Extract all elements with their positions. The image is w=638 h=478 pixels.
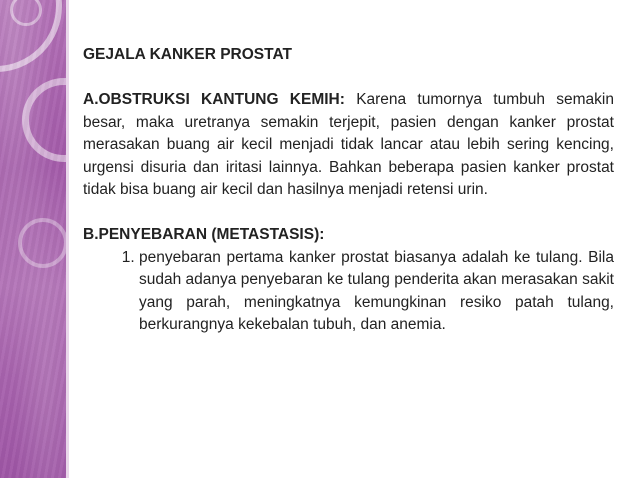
section-b-label: B.PENYEBARAN (METASTASIS): <box>83 226 325 243</box>
decorative-ring <box>10 0 42 26</box>
section-a-text: Karena tumornya tumbuh semakin besar, maka uretranya semakin terjepit, pasien dengan kanker prostat merasakan buang air kecil menjadi tidak lancar atau lebih sering kencing, urgensi disuria dan iritasi lainnya. Bahkan beberapa pasien kanker prostat tidak bisa buang air kecil dan hasilnya menjadi retensi urin. <box>83 91 614 198</box>
section-b-list <box>83 247 614 337</box>
decorative-ring <box>22 78 66 162</box>
sidebar-divider <box>66 0 69 478</box>
slide-title: GEJALA KANKER PROSTAT <box>83 46 292 63</box>
list-item: 1. penyebaran pertama kanker prostat biasanya adalah ke tulang. Bila sudah adanya penyebaran ke tulang penderita akan merasakan sakit yang parah, meningkatnya kemungkinan resiko patah tulang, berkurangnya kekebalan tubuh, dan anemia. <box>139 247 614 337</box>
decorative-ring <box>0 0 62 72</box>
slide-content <box>83 44 614 337</box>
decorative-sidebar <box>0 0 66 478</box>
decorative-ring <box>18 218 66 268</box>
section-a-label: A.OBSTRUKSI KANTUNG KEMIH: <box>83 91 345 108</box>
section-a <box>83 89 614 202</box>
